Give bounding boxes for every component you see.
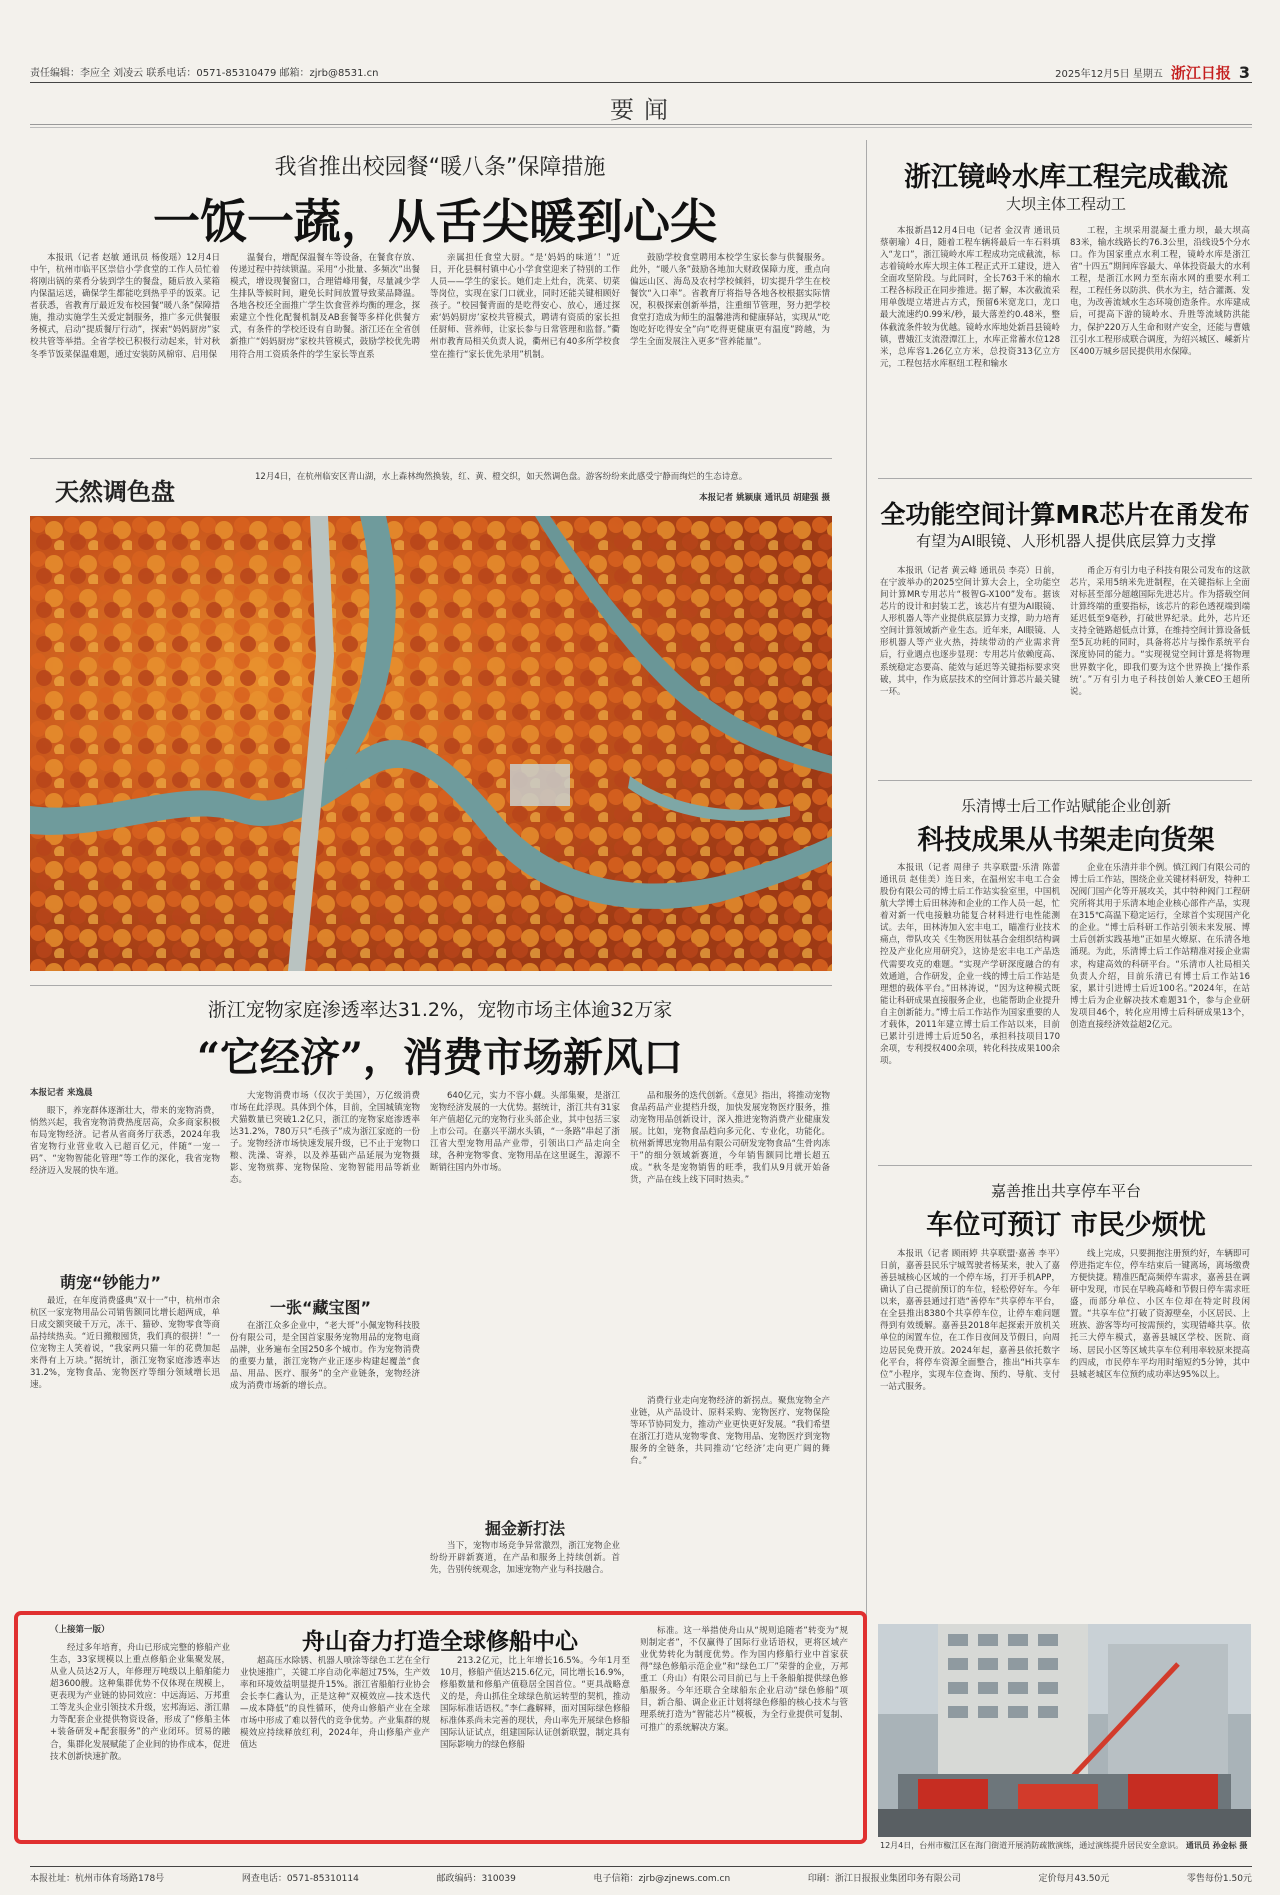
article-text-col: 213.2亿元，比上年增长16.5%。今年1月至10月，修船产值达215.6亿元，同比增长16.9%，修船数量和修船产值稳居全国首位。“更具战略意义的是，舟山抓住全球绿色航运转型的契机，推动国际标准话语权。”李仁鑫解释，面对国际绿色修船标准体系尚未完善的现状，舟山率先开展绿色修船国际认证试点，组建国际认证创新联盟，制定具有国际影响力的绿色修船 (440, 1656, 630, 1751)
forest-photo (30, 516, 832, 971)
masthead-bar (30, 62, 1250, 80)
section-title: 要闻 (610, 96, 678, 124)
article-headline: 一饭一蔬，从舌尖暖到心尖 (153, 195, 717, 250)
article-text-col: 本报新昌12月4日电（记者 金汉青 通讯员 蔡朝瑜）4日，随着工程车辆将最后一车石料填入“龙口”，浙江镜岭水库工程成功完成截流，标志着镜岭水库大坝主体工程正式开工建设，进入全面攻坚阶段。与此同时，全长763千米的输水工程各标段正在同步推进。据了解，本次截流采用单戗堤立堵进占方式，预留6米宽龙口，龙口最大流速约0.99米/秒，最大落差约0.48米，整体截流条件较为优越。镜岭水库地处新昌县镜岭镇，曹娥江支流澄潭江上，水库正常蓄水位128米，总库容1.26亿立方米，总投资313亿立方元，工程包括水库枢纽工程和输水 (880, 226, 1060, 369)
issue-date: 2025年12月5日 星期五 (1055, 69, 1163, 80)
article-kicker: 乐清博士后工作站赋能企业创新 (960, 797, 1171, 815)
article-text-col: 本报讯（记者 顾雨婷 共享联盟·嘉善 李平）日前，嘉善县民乐宁城驾驶者杨某来，驶入了嘉善县城核心区域的一个停车场，打开手机APP，确认了自己提前预订的车位，轻松停好车。今年以来，嘉善县通过打造“善停车”共享停车平台，在全县推出8380个共享停车位，让停车难问题得到有效缓解。嘉善县2018年起探索开放机关单位的闲置车位，在工作日夜间及节假日，向周边居民免费开放。2024年起，嘉善县依托数字化平台，将停车资源全面整合，推出“Hi共享车位”小程序，实现车位查询、预约、导航、支付一站式服务。 (880, 1249, 1060, 1392)
article-headline: 科技成果从书架走向货架 (917, 825, 1215, 856)
article-headline: 浙江镜岭水库工程完成截流 (904, 162, 1228, 193)
section-rule (30, 124, 1252, 125)
article-text-col: 本报讯（记者 周律子 共享联盟·乐清 陈蕾 通讯员 赵佳美）连日来，在温州宏丰电工合金股份有限公司的博士后工作站实验室里，中国机航大学博士后田林涛和企业的工作人员一起，忙着对新一代电接触功能复合材料进行电性能测试。去年，田林涛加入宏丰电工，瞄准行业技术痛点，带队攻关《生物医用钛基合金组织结构调控及产业化应用研究》，这协是宏丰电工产品迭代需要攻克的难题。“实现产学研深度融合的有效通道，合作研发，企业一线的博士后工作站是理想的载体平台。”田林涛说，“因为这种模式既能让科研成果直接服务企业，也能帮助企业提升自主创新能力。”博士后工作站作为国家重要的人才载体，2011年建立博士后工作站以来，目前已累计引进博士后近50名，承担科技项目170余项，专利授权400余项，转化科技成果100余项。 (880, 863, 1060, 1066)
article-text-col: 眼下，养宠群体逐渐壮大，带来的宠物消费，悄然兴起，我省宠物消费热度居高，众多商家积极布局宠物经济。记者从省商务厅获悉，2024年我省宠物行业营业收入已超百亿元，伴随“一宠一码”、“宠物智能化管理”等工作的深化，我省宠物经济迈入发展的快车道。 (30, 1106, 220, 1177)
footer-address: 本报社址：杭州市体育场路178号 (30, 1874, 165, 1884)
footer (30, 1866, 1252, 1886)
building-image (878, 1624, 1251, 1837)
article-kicker: 嘉善推出共享停车平台 (990, 1182, 1141, 1200)
article-headline: “它经济”，消费市场新风口 (196, 1034, 683, 1081)
divider (878, 780, 1252, 781)
article-text-col: 经过多年培育，舟山已形成完整的修船产业生态，33家规模以上重点修船企业集聚发展，从业人员达2万人，年修理万吨级以上船舶能力超3600艘。这种集群优势不仅体现在规模上，更表现为产业链的协同效应：中远海运、万邦重工等龙头企业引领技术升级，宏邦海运、浙江鼎力等配套企业提供物资设备，形成了“修船主体+装备研发+配套服务”的产业闭环。贸易的融合，集群化发展赋能了企业间的协作成本，促进技术创新快速扩散。 (50, 1643, 230, 1762)
fire-drill-photo (878, 1624, 1251, 1837)
photo-caption: 12月4日，在杭州临安区青山湖，水上森林绚然换装，红、黄、橙交织，如天然调色盘。游客纷纷来此感受宁静而绚烂的生态诗意。 (255, 472, 748, 482)
article-headline: 舟山奋力打造全球修船中心 (302, 1629, 578, 1655)
article-text-col: 标准。这一举措使舟山从“规则追随者”转变为“规则制定者”，不仅赢得了国际行业话语权，更将区域产业优势转化为制度优势。作为国内修船行业中首家获得“绿色修船示范企业”和“绿色工厂”荣誉的企业，万邦重工（舟山）有限公司目前已与上千条船舶提供绿色修船服务。今年还联合全球船东企业启动“绿色修船”项目，新合船、调企业正计划将绿色修船的核心技术与管理系统打造为“智能芯片”模板，为全行业提供可复制、可推广的系统解决方案。 (640, 1626, 848, 1733)
section-rule-thin (30, 127, 1252, 128)
article-text-col: 工程，主坝采用混凝土重力坝，最大坝高83米，输水线路长约76.3公里，沿线设5个分水口。作为国家重点水利工程，镜岭水库是浙江省“十四五”期间库容最大、单体投资最大的水利工程，是浙江水网力至东南水网的重要水利工程，工程任务以防洪、供水为主，结合灌溉、发电，为改善流域水生态环境创造条件。水库建成后，可提高下游的镜岭水、升胜等流域防洪能力，保护220万人生命和财产安全，还能与曹娥江引水工程形成联合调度，为绍兴城区、嵊新片区400万城乡居民提供用水保障。 (1070, 226, 1250, 357)
editor-line: 责任编辑：李应全 刘凌云 联系电话：0571-85310479 邮箱：zjrb@8531.cn (30, 68, 379, 79)
article-subhead: 有望为AI眼镜、人形机器人提供底层算力支撑 (916, 532, 1216, 550)
article-subhead: 掘金新打法 (485, 1519, 566, 1538)
footer-retail: 零售每份1.50元 (1186, 1874, 1252, 1884)
photo-label: 天然调色盘 (55, 477, 175, 506)
footer-phone: 网查电话：0571-85310114 (241, 1874, 359, 1884)
footer-email: 电子信箱：zjrb@zjnews.com.cn (593, 1874, 731, 1884)
divider (878, 478, 1252, 479)
article-headline: 全功能空间计算MR芯片在甬发布 (880, 500, 1250, 529)
article-subhead: 一张“藏宝图” (270, 1298, 372, 1317)
column-divider (866, 140, 867, 1840)
article-text-col: 温餐台，增配保温餐车等设备，在餐食存放、传递过程中持续锁温。采用“小批量、多频次”出餐模式，增设现餐窗口，合理错峰用餐，尽量减少学生排队等候时间，避免长时间放置导致菜品降温。各地各校还全面推广学生饮食营养均衡的理念，探索建立个性化配餐机制及AB套餐等多样化供餐方式，有条件的学校还设有自助餐。浙江还在全省创新推广“妈妈厨房”家校共管模式，鼓励学校优先聘用符合用工资质条件的学生家长等直系 (230, 253, 420, 360)
footer-price: 定价每月43.50元 (1038, 1874, 1110, 1884)
article-text-col: 品和服务的迭代创新。《意见》指出，将推动宠物食品药品产业提档升级，加快发展宠物医疗服务，推动宠物用品创新设计，深入推进宠物消费产业健康发展。比如，宠物食品趋向多元化、专业化，功能化。杭州新博思宠物用品有限公司研发宠物食品“生骨肉冻干”的细分领域新赛道，今年销售额同比增长超五成。“秋冬是宠物销售的旺季，我们从9月就开始备货，产品在线上线下同时热卖。” (630, 1091, 830, 1186)
footer-postcode: 邮政编码：310039 (436, 1874, 516, 1884)
article-text-col: 本报讯（记者 黄云峰 通讯员 李亮）日前，在宁波举办的2025空间计算大会上，全功能空间计算MR专用芯片“极智G-X100”发布。据该芯片的设计和封装工艺，该芯片有望为AI眼镜、人形机器人等产业提供底层算力支撑，助力培育空间计算领域新产业生态。近年来，AI眼镜、人形机器人等产业火热，持续带动的产业需求背后，行业遇点也逐步显现：专用芯片依赖度高、系统稳定态要高、能效与延迟等关键指标要求突破，其中，作为底层技术的空间计算芯片最关键一环。 (880, 566, 1060, 697)
article-kicker: 我省推出校园餐“暖八条”保障措施 (274, 155, 606, 180)
article-text-col: 在浙江众多企业中，“老大哥”小佩宠物科技股份有限公司，是全国首家服务宠物用品的宠物电商品牌，业务遍布全国250多个城市。作为宠物消费的重要力量，浙江宠物产业正逐步构建起覆盖“食品、用品、医疗、服务”的全产业链条，宠物经济成为消费市场新的增长点。 (230, 1321, 420, 1392)
article-text-col: 线上完成，只要拥抱注册预约好，车辆即可停进指定车位，停车结束后一键离场，离场缴费方便快捷。精准匹配高频停车需求，嘉善县在调研中发现，市民在早晚高峰和节假日停车需求旺盛，而部分单位、小区车位却在特定时段闲置。“共享车位”打破了资源壁垒，小区居民、上班族、游客等均可按需预约，实现错峰共享。依托三大停车模式，嘉善县城区学校、医院、商场、居民小区等区域共享车位利用率较原来提高约四成，市民停车平均用时缩短约5分钟，其中县城老城区车位预约成功率达95%以上。 (1070, 1249, 1250, 1380)
divider (30, 985, 832, 986)
article-subhead: 萌宠“钞能力” (60, 1273, 162, 1292)
article-text-col: 本报讯（记者 赵敏 通讯员 杨俊瑶）12月4日中午，杭州市临平区崇信小学食堂的工作人员忙着将刚出锅的菜肴分装到学生的餐盘，随后放入菜箱内保温运送，确保学生都能吃到热乎乎的饭菜。记者获悉，省教育厅最近发布校园餐“暖八条”保障措施，推动实施学生关爱定制服务，推广多元供餐服务模式，启动“提质餐厅行动”，探索“妈妈厨房”家校共管等举措。全省学校已积极行动起来，针对秋冬季节饭菜保温难题，通过安装防风棉帘、启用保 (30, 253, 220, 360)
footer-printer: 印刷：浙江日报报业集团印务有限公司 (807, 1874, 961, 1884)
photo-caption: 12月4日，台州市椒江区在海门街道开展消防疏散演练，通过演练提升居民安全意识。 通讯员 孙金标 摄 (880, 1841, 1248, 1850)
divider (878, 1165, 1252, 1166)
article-text-col: 企业在乐清并非个例。慎江阀门有限公司的博士后工作站，围绕企业关键材料研发，特种工况阀门国产化等开展攻关，其中特种阀门工程研究所将其用于乐清本地企业核心部件产品，实现在315℃高温下稳定运行，全球首个实现国产化的企业。“博士后科研工作站引领未来发展、博士后创新实践基地”正如星火燎原、在乐清各地涌现。为此，乐清博士后工作站精准对接企业需求，构建高效的科研平台。“乐清市人社局相关负责人介绍，目前乐清已有博士后工作站16家，累计引进博士后近100名。”2024年，在站博士后为企业解决技术难题31个，参与企业研发项目46个，转化应用博士后科研成果13个，创造直接经济效益超2亿元。 (1070, 863, 1250, 1030)
article-subhead: 大坝主体工程动工 (1005, 195, 1126, 213)
article-text-col: 大宠物消费市场（仅次于美国），万亿级消费市场在此浮现。具体到个体，目前，全国城镇宠物犬猫数量已突破1.2亿只，浙江的宠物家庭渗透率达31.2%，780万只“毛孩子”成为浙江家庭的一份子。宠物经济市场快速发展升级，已不止于宠物口粮、洗澡、寄养，以及养基础产品延展为宠物摄影、宠物殡葬、宠物保险、宠物智能用品等新业态。 (230, 1091, 420, 1186)
article-text-col: 640亿元，实力不容小觑。头部集聚，是浙江宠物经济发展的一大优势。据统计，浙江共有31家年产值超亿元的宠物行业头部企业，其中包括三家上市公司。在嘉兴平湖水头镇，“一条路”串起了浙江省大型宠物用品产业带，引领出口产品走向全球，各种宠物零食、宠物用品在这里诞生，源源不断销往国内外市场。 (430, 1091, 620, 1174)
divider (30, 458, 832, 459)
article-headline: 车位可预订 市民少烦忧 (926, 1210, 1206, 1241)
article-text-col: 亲属担任食堂大厨。“是‘妈妈的味道’！”近日，开化县桐村镇中心小学食堂迎来了特别的工作人员——学生的家长。她们走上灶台，洗菜、切菜等岗位，实现在家门口就业，同时还能关键相顾好孩子。“校园餐背面的是吃得安心、放心，通过探索‘妈妈厨房’家校共管模式，聘请有资质的家长担任厨师、营养师，让家长参与日常管理和监督。”衢州市教育局相关负责人说，衢州已有40多所学校食堂在推行“家长优先录用”机制。 (430, 253, 620, 360)
photo-credit: 本报记者 姚颖康 通讯员 胡建强 摄 (699, 493, 830, 503)
article-text-col: 甬企万有引力电子科技有限公司发布的这款芯片，采用5纳米先进制程，在关键指标上全面对标甚至部分超越国际先进芯片。作为搭载空间计算终端的重要指标，该芯片的彩色透视端到端延迟低至9毫秒，打破世界纪录。此外，芯片还支持全链路超低点计算，在维持空间计算设备低至5瓦功耗的同时，具备将芯片与操作系统平台深度协同的能力。“实现视觉空间计算是将物理世界数字化，即我们要为这个世界换上‘操作系统’。”万有引力电子科技创始人兼CEO王超所说。 (1070, 566, 1250, 697)
continued-label: （上接第一版） (50, 1625, 110, 1635)
top-rule (30, 82, 1252, 83)
article-text-col: 消费行业走向宠物经济的新拐点。聚焦宠物全产业链，从产品设计、原料采购、宠物医疗、宠物保险等环节协同发力，推动产业更快更好发展。“我们希望在浙江打造从宠物零食、宠物用品、宠物医疗到宠物服务的全链条，共同推动‘它经济’走向更广阔的舞台。” (630, 1396, 830, 1467)
article-text-col: 超高压水除锈、机器人喷涂等绿色工艺在全行业快速推广，关键工序自动化率超过75%，生产效率和环境效益明显提升15%。浙江省船舶行业协会会长李仁鑫认为，正是这种“双模效应—技术迭代—成本降低”的良性循环，使舟山修船产业在全球市场中形成了难以替代的竞争优势。产业集群的规模效应持续释放红利，2024年，舟山修船产业产值达 (240, 1656, 430, 1751)
article-text-col: 鼓励学校食堂聘用本校学生家长参与供餐服务。此外，“暖八条”鼓励各地加大财政保障力度，重点向偏远山区、海岛及农村学校倾斜，切实提升学生在校餐饮“入口率”。省教育厅将指导各地各校根据实际情况，积极探索创新举措，注重细节管理，努力把学校食堂打造成为师生的温馨港湾和健康驿站，实现从“吃饱吃好吃得安全”向“吃得更健康更有温度”跨越，为学生全面发展注入更多“营养能量”。 (630, 253, 830, 348)
masthead-right (1055, 62, 1250, 83)
page-number: 3 (1238, 63, 1250, 82)
autumn-forest-image (30, 516, 832, 971)
article-kicker: 浙江宠物家庭渗透率达31.2%，宠物市场主体逾32万家 (207, 999, 673, 1021)
article-text-col: 最近，在年度消费盛典“双十一”中，杭州市余杭区一家宠物用品公司销售额同比增长超两成，单日成交额突破千万元，冻干、猫砂、宠物零食等商品持续热卖。“近日搬粮囤货，我们真的很拼！”一位宠物主人笑着说，“我家两只猫一年的花费加起来得有上万块。”据统计，浙江宠物家庭渗透率达31.2%，宠物食品、宠物医疗等细分领域增长迅速。 (30, 1296, 220, 1391)
article-text-col: 当下，宠物市场竞争异常激烈，浙江宠物企业纷纷开辟新赛道，在产品和服务上持续创新。首先，告别传统观念，加速宠物产业与科技融合。 (430, 1541, 620, 1576)
article-byline: 本报记者 来逸晨 (30, 1088, 93, 1098)
newspaper-brand: 浙江日报 (1170, 64, 1231, 82)
